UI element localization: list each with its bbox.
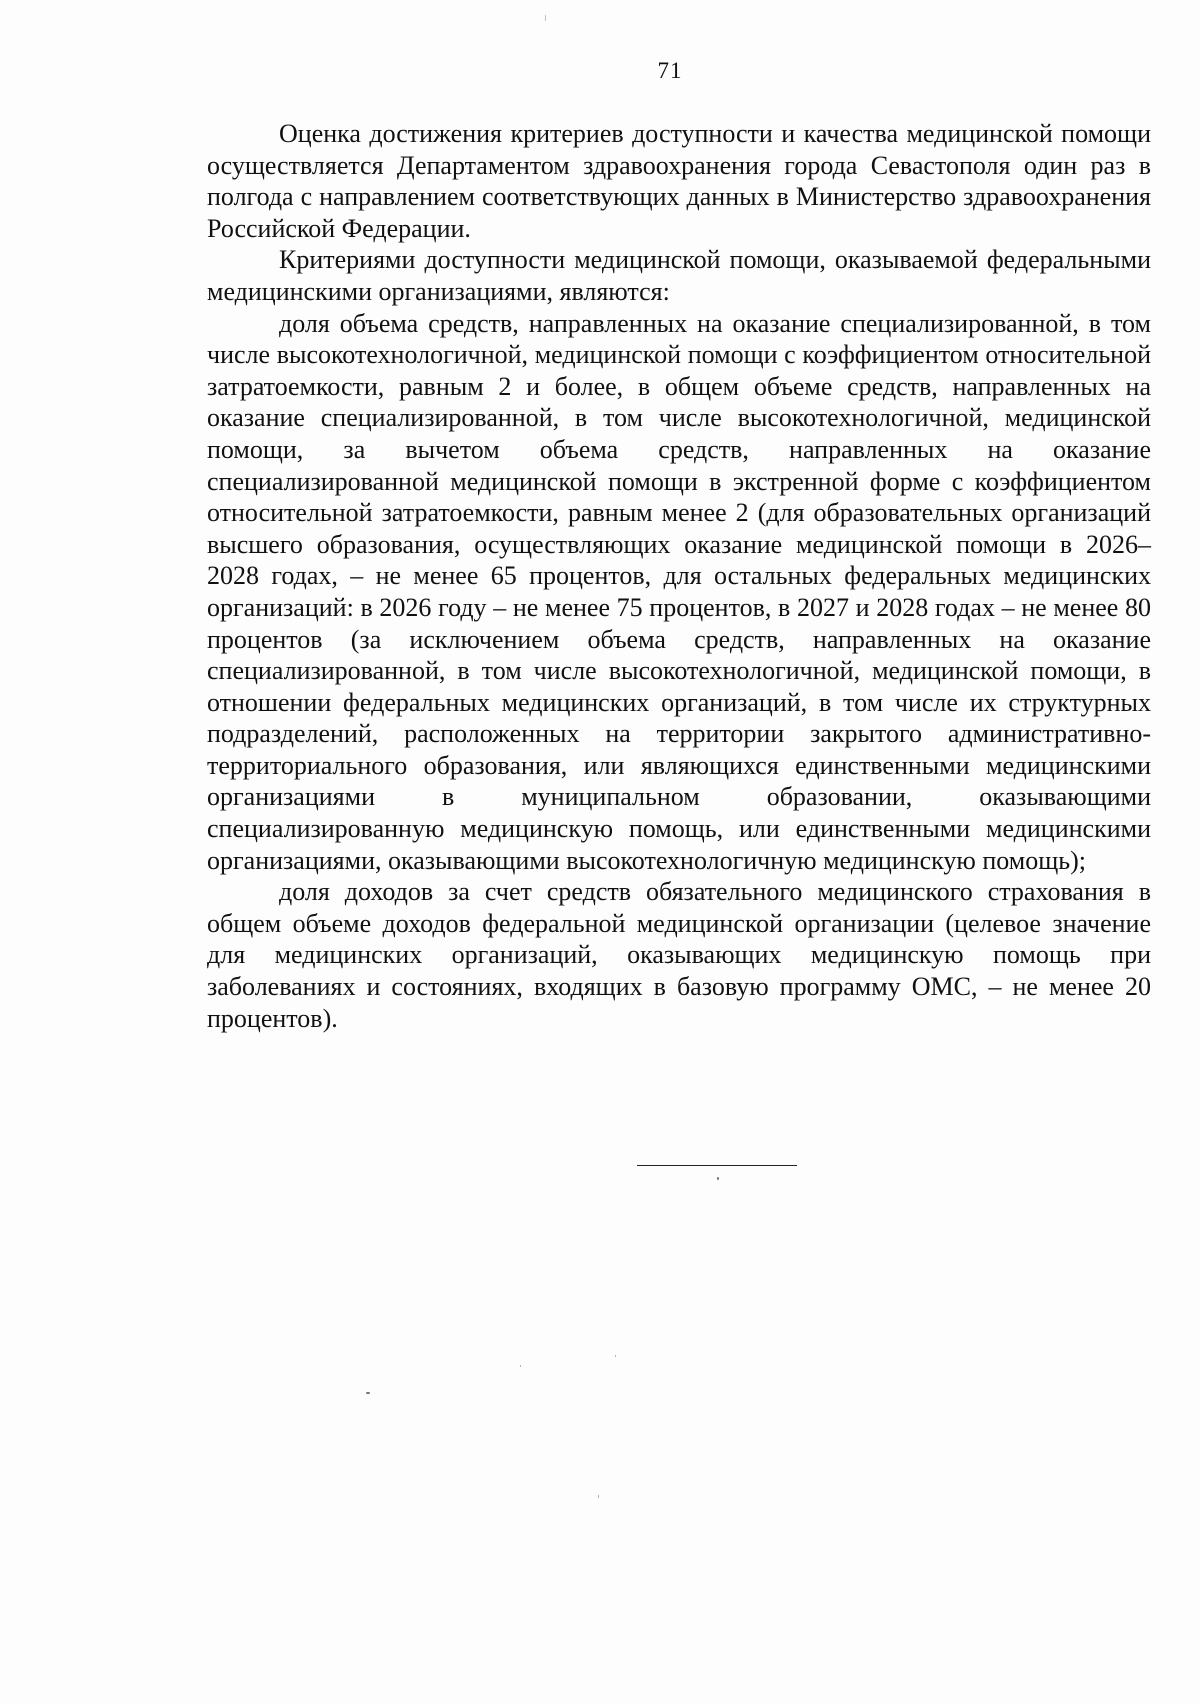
document-body [207, 118, 1151, 1034]
paragraph-funds-share: доля объема средств, направленных на оказание специализированной, в том числе высокотехнологичной, медицинской помощи с коэффициентом относительной затратоемкости, равным 2 и более, в общем объеме средств, направленных на оказание специализированной, в том числе высокотехнологичной, медицинской помощи, за вычетом объема средств, направленных на оказание специализированной медицинской помощи в экстренной форме с коэффициентом относительной затратоемкости, равным менее 2 (для образовательных организаций высшего образования, осуществляющих оказание медицинской помощи в 2026–2028 годах, – не менее 65 процентов, для остальных федеральных медицинских организаций: в 2026 году – не менее 75 процентов, в 2027 и 2028 годах – не менее 80 процентов (за исключением объема средств, направленных на оказание специализированной, в том числе высокотехнологичной, медицинской помощи, в отношении федеральных медицинских организаций, в том числе их структурных подразделений, расположенных на территории закрытого административно-территориального образования, или являющихся единственными медицинскими организациями в муниципальном образовании, оказывающими специализированную медицинскую помощь, или единственными медицинскими организациями, оказывающими высокотехнологичную медицинскую помощь); [207, 308, 1151, 875]
scan-speck [366, 1392, 370, 1394]
paragraph-assessment: Оценка достижения критериев доступности и качества медицинской помощи осуществляется Департаментом здравоохранения города Севастополя один раз в полгода с направлением соответствующих данных в Министерство здравоохранения Российской Федерации. [207, 119, 1151, 243]
paragraph-income-share: доля доходов за счет средств обязательного медицинского страхования в общем объеме доходов федеральной медицинской организации (целевое значение для медицинских организаций, оказывающих медицинскую помощь при заболеваниях и состояниях, входящих в базовую программу ОМС, – не менее 20 процентов). [207, 877, 1151, 1033]
scan-speck [615, 1355, 616, 1357]
scan-speck [717, 1177, 719, 1180]
scan-speck [598, 1495, 599, 1498]
page-number: 71 [657, 58, 683, 83]
scan-speck [520, 1365, 521, 1367]
paragraph-criteria-intro: Критериями доступности медицинской помощи, оказываемой федеральными медицинскими организациями, являются: [207, 245, 1151, 306]
scan-speck [545, 15, 546, 21]
end-separator-line [637, 1165, 797, 1166]
